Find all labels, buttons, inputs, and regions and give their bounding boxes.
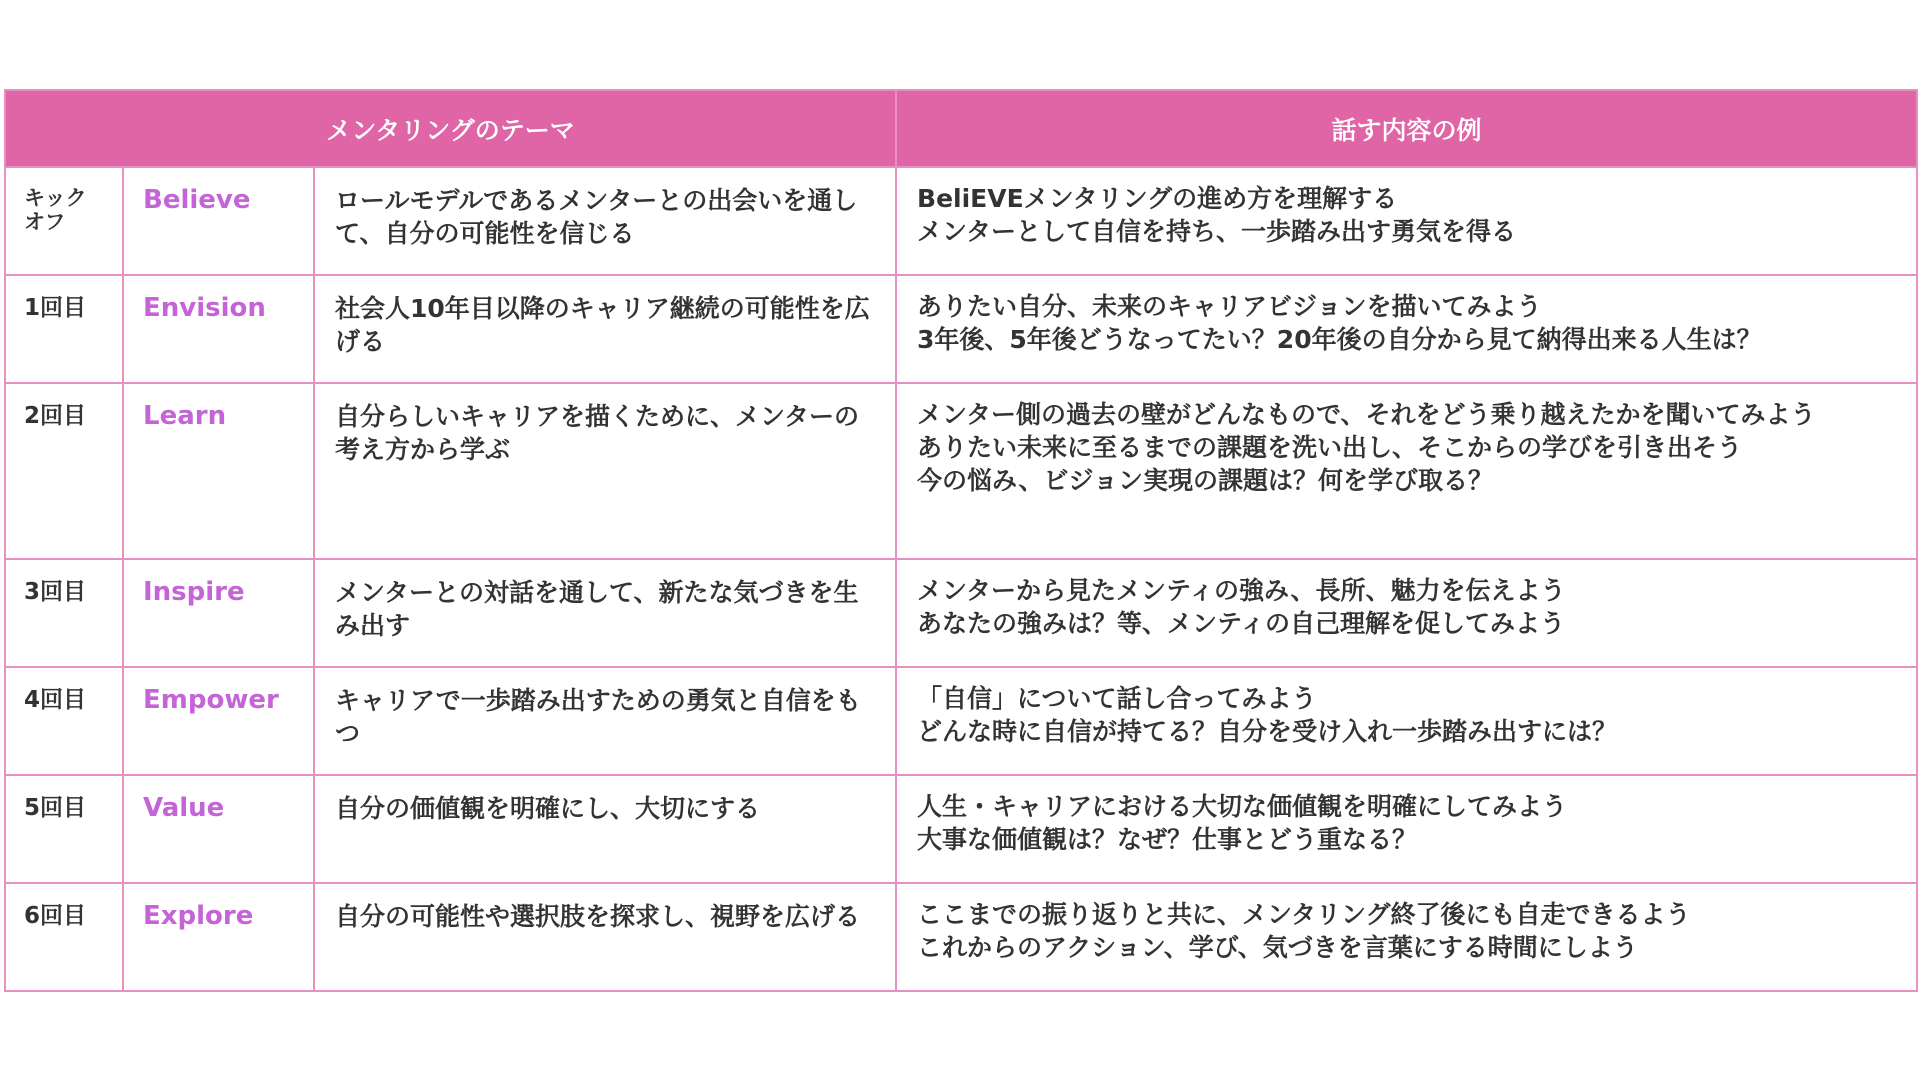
session-cell [5, 559, 123, 667]
example-list [897, 668, 1916, 748]
table-row [5, 275, 1917, 383]
header-theme: メンタリングのテーマ [5, 90, 896, 167]
keyword-label: Learn [143, 401, 227, 431]
example-cell [896, 775, 1917, 883]
example-list [897, 884, 1916, 964]
example-line: 大事な価値観は？なぜ？仕事とどう重なる？ [917, 825, 1418, 854]
keyword-cell [123, 775, 314, 883]
mentoring-table-container [4, 89, 1916, 992]
theme-text: メンターとの対話を通して、新たな気づきを生み出す [335, 578, 859, 640]
example-line: メンターから見たメンティの強み、長所、魅力を伝えよう [917, 576, 1566, 605]
example-line: メンターとして自信を持ち、一歩踏み出す勇気を得る [917, 217, 1517, 246]
example-line: 今の悩み、ビジョン実現の課題は？何を学び取る？ [917, 466, 1494, 495]
keyword-label: Inspire [143, 577, 245, 607]
theme-text: 社会人10年目以降のキャリア継続の可能性を広げる [335, 294, 870, 356]
theme-cell [314, 883, 896, 991]
session-cell [5, 667, 123, 775]
keyword-label: Explore [143, 901, 254, 931]
keyword-label: Value [143, 793, 225, 823]
keyword-cell [123, 883, 314, 991]
keyword-cell [123, 667, 314, 775]
example-line: 「自信」について話し合ってみよう [917, 684, 1317, 713]
table-header-row [5, 90, 1917, 167]
session-cell [5, 167, 123, 275]
keyword-label: Empower [143, 685, 279, 715]
session-label: 3回目 [24, 579, 87, 605]
example-list [897, 560, 1916, 640]
example-cell [896, 383, 1917, 559]
theme-text: キャリアで一歩踏み出すための勇気と自信をもつ [335, 686, 861, 748]
theme-text: 自分の価値観を明確にし、大切にする [335, 794, 761, 823]
example-cell [896, 275, 1917, 383]
mentoring-themes-table [4, 89, 1918, 992]
example-list [897, 384, 1916, 497]
example-line: ここまでの振り返りと共に、メンタリング終了後にも自走できるよう [917, 900, 1691, 929]
example-line: メンター側の過去の壁がどんなもので、それをどう乗り越えたかを聞いてみよう [917, 400, 1816, 429]
table-row [5, 383, 1917, 559]
session-cell [5, 883, 123, 991]
example-cell [896, 667, 1917, 775]
theme-text: 自分らしいキャリアを描くために、メンターの考え方から学ぶ [335, 402, 860, 464]
example-cell [896, 559, 1917, 667]
keyword-cell [123, 559, 314, 667]
example-line: 3年後、5年後どうなってたい？20年後の自分から見て納得出来る人生は？ [917, 325, 1762, 354]
theme-cell [314, 275, 896, 383]
table-row [5, 883, 1917, 991]
theme-text: ロールモデルであるメンターとの出会いを通して、自分の可能性を信じる [335, 186, 858, 248]
keyword-cell [123, 383, 314, 559]
table-row [5, 167, 1917, 275]
theme-text: 自分の可能性や選択肢を探求し、視野を広げる [335, 902, 861, 931]
keyword-cell [123, 167, 314, 275]
example-list [897, 168, 1916, 248]
keyword-label: Believe [143, 185, 251, 215]
theme-cell [314, 559, 896, 667]
keyword-cell [123, 275, 314, 383]
session-label: キック オフ [24, 186, 87, 234]
example-cell [896, 167, 1917, 275]
table-body [5, 167, 1917, 991]
example-line: これからのアクション、学び、気づきを言葉にする時間にしよう [917, 933, 1638, 962]
example-list [897, 776, 1916, 856]
table-row [5, 775, 1917, 883]
example-line: あなたの強みは？等、メンティの自己理解を促してみよう [917, 609, 1566, 638]
session-cell [5, 775, 123, 883]
example-line: 人生・キャリアにおける大切な価値観を明確にしてみよう [917, 792, 1568, 821]
table-row [5, 559, 1917, 667]
keyword-label: Envision [143, 293, 266, 323]
session-label: 2回目 [24, 403, 87, 429]
session-label: 5回目 [24, 795, 87, 821]
example-list [897, 276, 1916, 356]
example-line: ありたい未来に至るまでの課題を洗い出し、そこからの学びを引き出そう [917, 433, 1743, 462]
session-label: 1回目 [24, 295, 87, 321]
example-line: どんな時に自信が持てる？自分を受け入れ一歩踏み出すには？ [917, 717, 1618, 746]
table-row [5, 667, 1917, 775]
header-example: 話す内容の例 [896, 90, 1917, 167]
session-label: 6回目 [24, 903, 87, 929]
example-cell [896, 883, 1917, 991]
example-line: ありたい自分、未来のキャリアビジョンを描いてみよう [917, 292, 1542, 321]
example-line: BeliEVEメンタリングの進め方を理解する [917, 184, 1398, 213]
theme-cell [314, 775, 896, 883]
session-cell [5, 275, 123, 383]
session-label: 4回目 [24, 687, 87, 713]
theme-cell [314, 383, 896, 559]
session-cell [5, 383, 123, 559]
theme-cell [314, 167, 896, 275]
theme-cell [314, 667, 896, 775]
